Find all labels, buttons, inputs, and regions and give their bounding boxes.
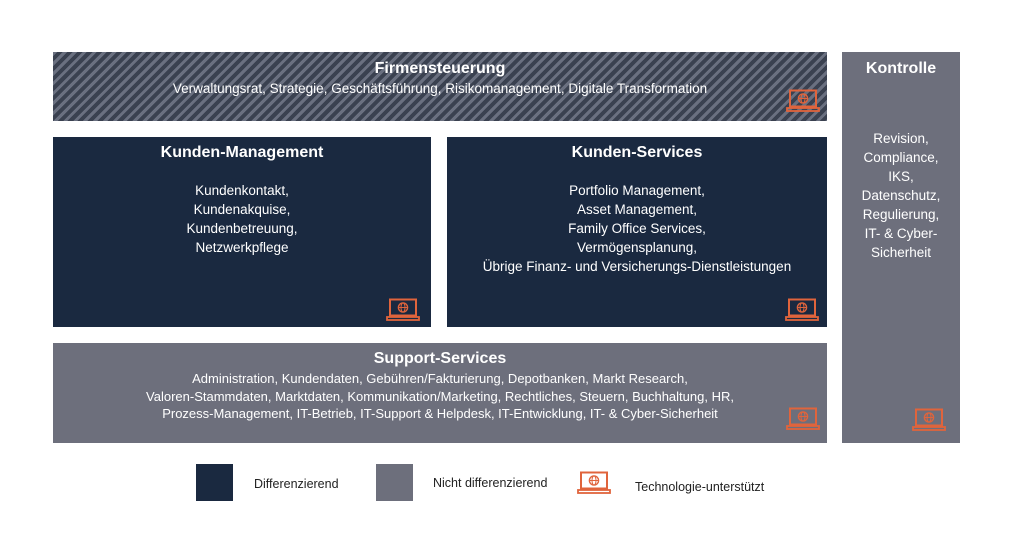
support-services-line: Prozess-Management, IT-Betrieb, IT-Support & Helpdesk, IT-Entwicklung, IT- & Cyber-Sicherheit — [162, 406, 718, 421]
support-services-box — [53, 343, 827, 443]
kunden-management-line: Kundenkontakt, — [195, 183, 289, 198]
legend-swatch-nicht-differenzierend — [376, 464, 413, 501]
kontrolle-line: IKS, — [888, 169, 914, 184]
kontrolle-list — [842, 129, 960, 262]
laptop-globe-icon — [386, 298, 420, 322]
kontrolle-line: IT- & Cyber- — [864, 226, 938, 241]
kunden-services-list — [447, 181, 827, 276]
kunden-management-line: Kundenbetreuung, — [186, 221, 298, 236]
kunden-services-title: Kunden-Services — [571, 144, 703, 161]
laptop-globe-icon — [786, 407, 820, 431]
legend-label-differenzierend: Differenzierend — [254, 477, 339, 491]
legend-label-technologie: Technologie-unterstützt — [635, 480, 765, 494]
laptop-globe-icon — [912, 408, 946, 432]
kunden-management-line: Kundenakquise, — [193, 202, 291, 217]
kunden-management-list — [53, 181, 431, 257]
legend-swatch-differenzierend — [196, 464, 233, 501]
support-services-line: Valoren-Stammdaten, Marktdaten, Kommunikation/Marketing, Rechtliches, Steuern, Buchhaltung, HR, — [146, 388, 734, 404]
kunden-services-line: Vermögensplanung, — [576, 240, 698, 255]
laptop-globe-icon — [785, 298, 819, 322]
kontrolle-box — [842, 52, 960, 443]
support-services-title: Support-Services — [373, 350, 507, 367]
laptop-globe-icon — [577, 471, 611, 495]
kontrolle-line: Datenschutz, — [861, 188, 941, 203]
firmensteuerung-title: Firmensteuerung — [374, 60, 506, 77]
laptop-globe-icon — [786, 89, 820, 113]
kontrolle-line: Sicherheit — [870, 245, 932, 260]
kontrolle-line: Regulierung, — [862, 207, 940, 222]
kunden-management-box — [53, 137, 431, 327]
kunden-services-line: Family Office Services, — [568, 221, 706, 236]
kontrolle-line: Revision, — [873, 131, 929, 146]
kunden-services-line: Portfolio Management, — [569, 183, 705, 198]
kunden-services-line: Asset Management, — [576, 202, 698, 217]
kontrolle-title: Kontrolle — [865, 60, 937, 77]
kunden-services-box — [447, 137, 827, 327]
kunden-management-line: Netzwerkpflege — [195, 240, 289, 255]
firmensteuerung-box — [53, 52, 827, 121]
kontrolle-line: Compliance, — [863, 150, 939, 165]
support-services-list — [53, 370, 827, 423]
kunden-services-line: Übrige Finanz- und Versicherungs-Dienstleistungen — [482, 259, 792, 274]
support-services-line: Administration, Kundendaten, Gebühren/Fakturierung, Depotbanken, Markt Research, — [192, 371, 688, 386]
kunden-management-title: Kunden-Management — [160, 144, 324, 161]
firmensteuerung-subtitle: Verwaltungsrat, Strategie, Geschäftsführung, Risikomanagement, Digitale Transformation — [172, 81, 708, 96]
legend-label-nicht-differenzierend: Nicht differenzierend — [433, 476, 548, 490]
